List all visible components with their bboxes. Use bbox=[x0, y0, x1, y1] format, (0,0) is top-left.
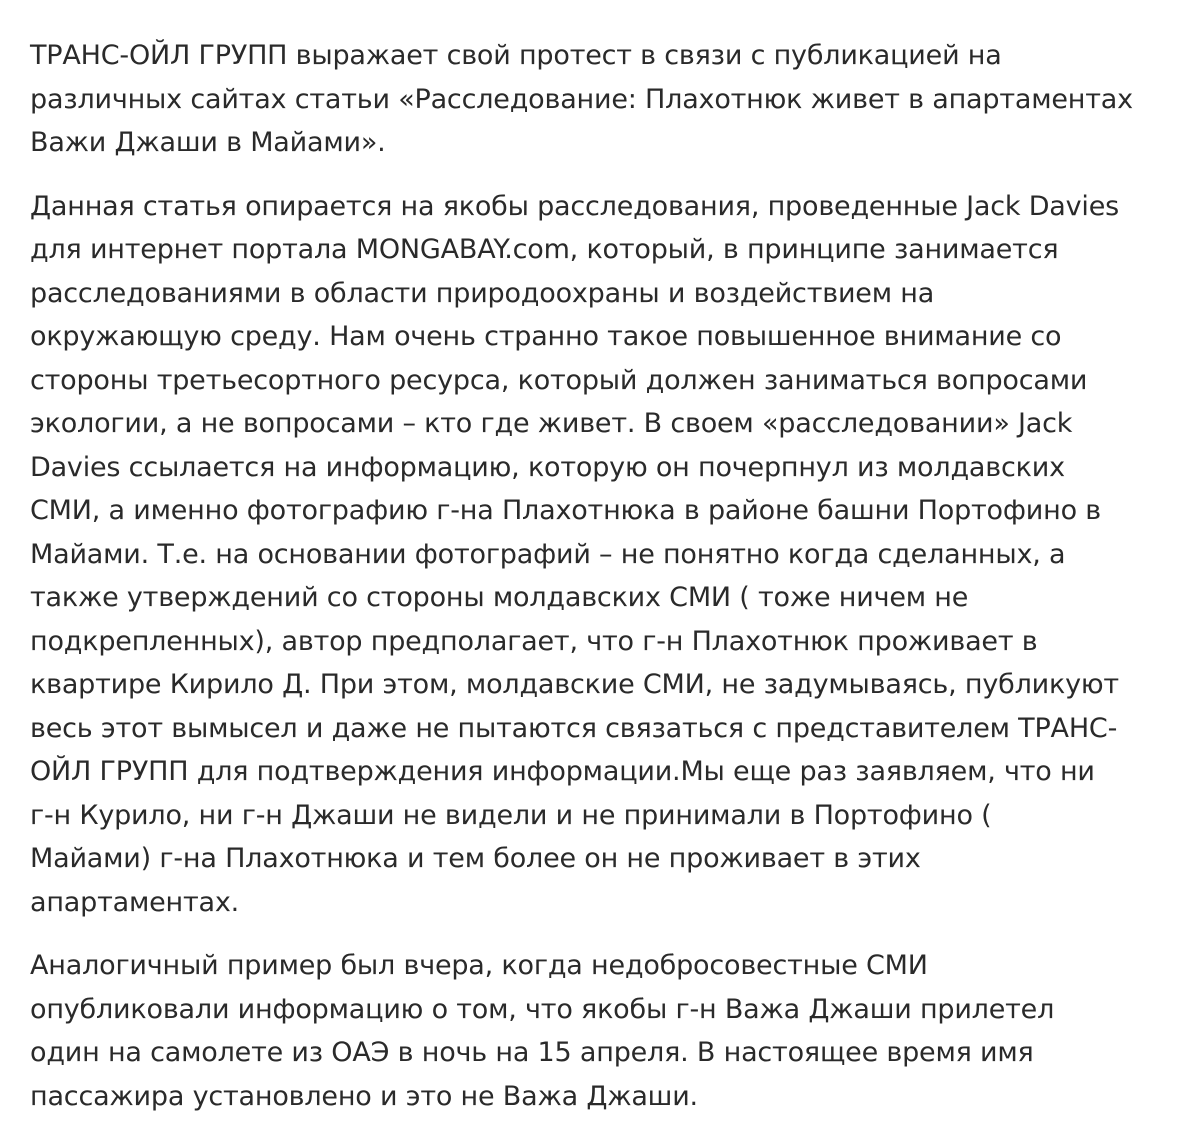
text-line: Аналогичный пример был вчера, когда недобросовестные СМИ bbox=[30, 950, 928, 981]
text-line: также утверждений со стороны молдавских СМИ ( тоже ничем не bbox=[30, 582, 969, 613]
text-line: расследованиями в области природоохраны и воздействием на bbox=[30, 277, 935, 309]
text-line: Майами. Т.е. на основании фотографий – не понятно когда сделанных, а bbox=[30, 538, 1066, 570]
text-line: Данная статья опирается на якобы расследования, проведенные Jack Davies bbox=[30, 190, 1120, 222]
text-line: апартаментах. bbox=[30, 886, 240, 918]
paragraph-similar-example bbox=[30, 944, 1170, 1118]
text-line: Важи Джаши в Майами». bbox=[30, 127, 386, 158]
paragraph-article-details bbox=[30, 185, 1170, 925]
text-line: экологии, а не вопросами – кто где живет. В своем «расследовании» Jack bbox=[30, 408, 1073, 439]
text-line: окружающую среду. Нам очень странно такое повышенное внимание со bbox=[30, 321, 1062, 352]
text-line: ОЙЛ ГРУПП для подтверждения информации.Мы еще раз заявляем, что ни bbox=[30, 756, 1095, 787]
text-line: для интернет портала MONGABAY.com, который, в принципе занимается bbox=[30, 234, 1059, 265]
text-line: опубликовали информацию о том, что якобы г-н Важа Джаши прилетел bbox=[30, 993, 1055, 1025]
document-body bbox=[30, 34, 1170, 1118]
text-line: весь этот вымысел и даже не пытаются связаться с представителем ТРАНС- bbox=[30, 712, 1118, 744]
text-line: ТРАНС-ОЙЛ ГРУПП выражает свой протест в связи с публикацией на bbox=[30, 40, 1002, 71]
text-line: один на самолете из ОАЭ в ночь на 15 апреля. В настоящее время имя bbox=[30, 1037, 1034, 1068]
text-line: квартире Кирило Д. При этом, молдавские СМИ, не задумываясь, публикуют bbox=[30, 669, 1119, 700]
text-line: стороны третьесортного ресурса, который должен заниматься вопросами bbox=[30, 364, 1088, 396]
text-line: Майами) г-на Плахотнюка и тем более он не проживает в этих bbox=[30, 843, 921, 874]
text-line: Davies ссылается на информацию, которую он почерпнул из молдавских bbox=[30, 451, 1065, 483]
paragraph-protest bbox=[30, 34, 1170, 165]
text-line: пассажира установлено и это не Важа Джаши. bbox=[30, 1080, 698, 1112]
text-line: г-н Курило, ни г-н Джаши не видели и не принимали в Портофино ( bbox=[30, 799, 992, 831]
text-line: подкрепленных), автор предполагает, что г-н Плахотнюк проживает в bbox=[30, 625, 1038, 657]
text-line: СМИ, а именно фотографию г-на Плахотнюка в районе башни Портофино в bbox=[30, 495, 1101, 526]
text-line: различных сайтах статьи «Расследование: Плахотнюк живет в апартаментах bbox=[30, 83, 1133, 115]
